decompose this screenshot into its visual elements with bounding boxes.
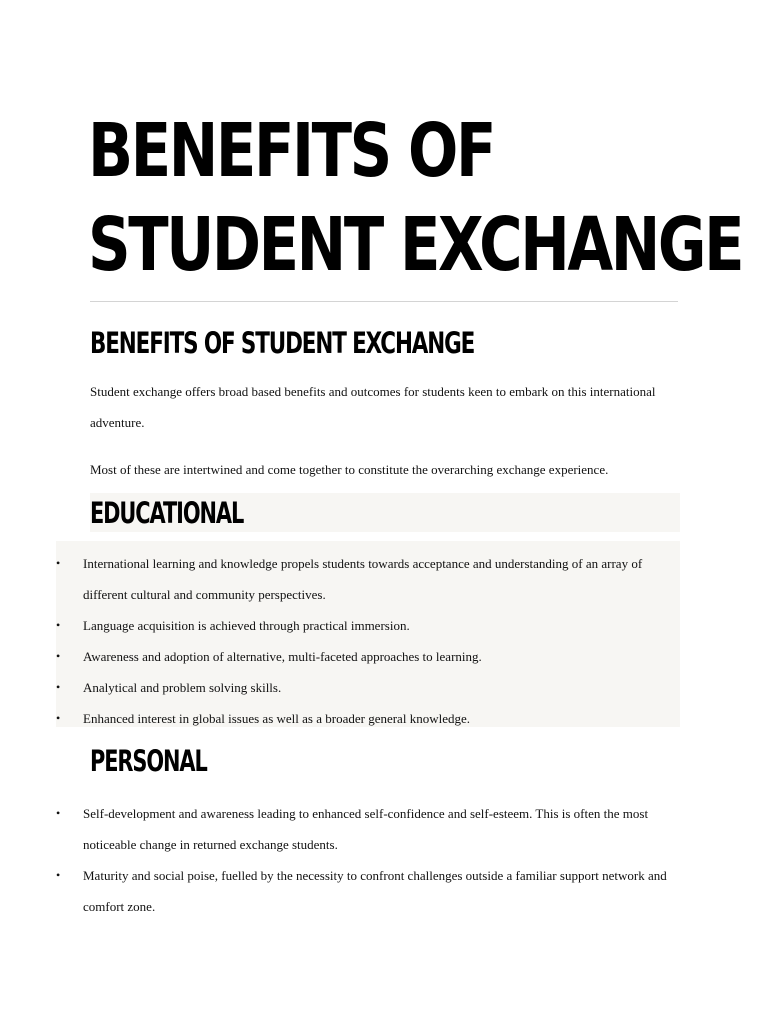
horizontal-divider	[90, 301, 678, 302]
educational-list	[56, 548, 682, 734]
list-item-text: Self-development and awareness leading to enhanced self-confidence and self-esteem. This is often the most noticeable change in returned exchange students.	[83, 806, 649, 852]
bullet-icon: •	[56, 556, 61, 570]
bullet-icon: •	[56, 680, 61, 694]
list-item-text: Language acquisition is achieved through practical immersion.	[83, 618, 410, 633]
bullet-icon: •	[56, 618, 61, 632]
list-item-text: Analytical and problem solving skills.	[83, 680, 282, 695]
title-line-2: STUDENT EXCHANGE	[88, 202, 743, 288]
list-item-text: Enhanced interest in global issues as well as a broader general knowledge.	[83, 711, 470, 726]
bullet-icon: •	[56, 868, 61, 882]
personal-heading: PERSONAL	[90, 744, 207, 778]
educational-heading: EDUCATIONAL	[90, 496, 244, 530]
list-item	[56, 703, 682, 734]
list-item	[56, 860, 682, 922]
title-line-1: BENEFITS OF	[88, 108, 495, 194]
list-item-text: Maturity and social poise, fuelled by the necessity to confront challenges outside a familiar support network and comfort zone.	[83, 868, 667, 914]
bullet-icon: •	[56, 649, 61, 663]
list-item	[56, 798, 682, 860]
list-item	[56, 610, 682, 641]
list-item-text: International learning and knowledge propels students towards acceptance and understanding of an array of different cultural and community perspectives.	[83, 556, 643, 602]
section-heading: BENEFITS OF STUDENT EXCHANGE	[90, 326, 475, 360]
list-item-text: Awareness and adoption of alternative, multi-faceted approaches to learning.	[83, 649, 482, 664]
list-item	[56, 641, 682, 672]
personal-list	[56, 798, 682, 922]
intro-paragraph: Student exchange offers broad based benefits and outcomes for students keen to embark on this international adventure.	[90, 384, 656, 430]
list-item	[56, 548, 682, 610]
document-title	[88, 104, 743, 292]
list-item	[56, 672, 682, 703]
bullet-icon: •	[56, 711, 61, 725]
intro-paragraph-2: Most of these are intertwined and come together to constitute the overarching exchange experience.	[90, 462, 609, 477]
bullet-icon: •	[56, 806, 61, 820]
